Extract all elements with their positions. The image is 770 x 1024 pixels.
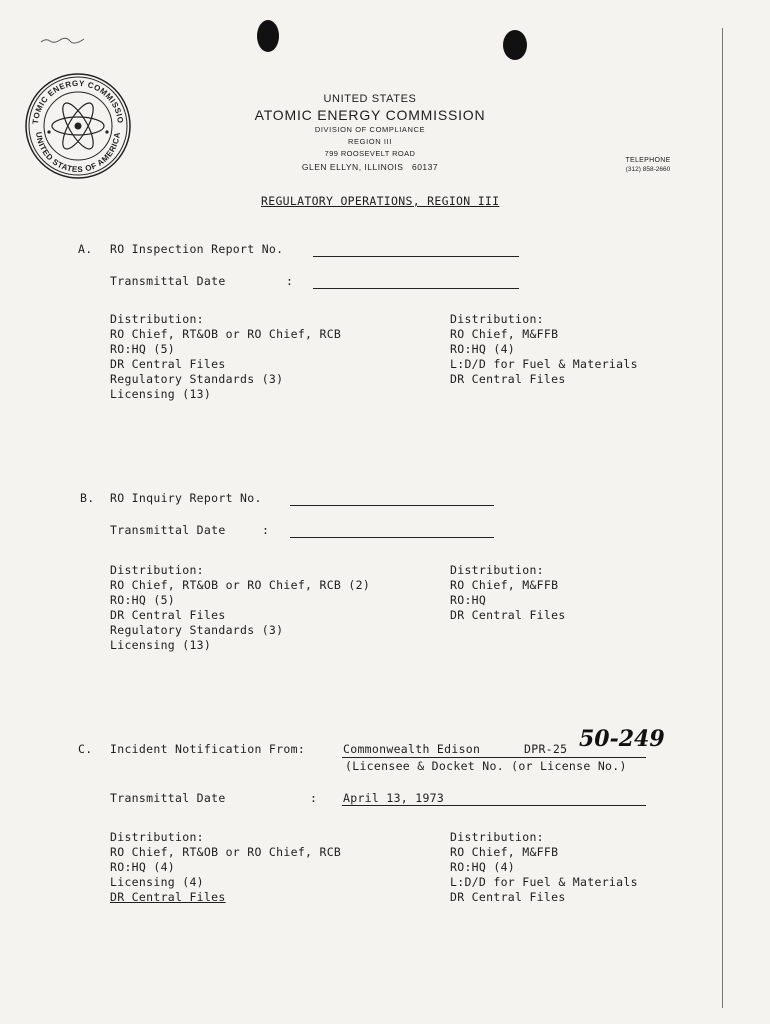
telephone-number: (312) 858-2660 — [625, 166, 671, 173]
list-item: Regulatory Standards (3) — [110, 623, 284, 637]
list-item: DR Central Files — [450, 890, 566, 904]
list-item: RO:HQ (5) — [110, 342, 176, 356]
aec-seal — [24, 72, 132, 180]
list-item: Distribution: — [110, 830, 204, 844]
list-item: L:D/D for Fuel & Materials — [450, 357, 638, 371]
list-item: Distribution: — [110, 312, 204, 326]
section-b-transmittal-label: Transmittal Date — [110, 523, 226, 537]
section-a-transmittal-field[interactable] — [313, 288, 519, 289]
list-item: Licensing (4) — [110, 875, 204, 889]
list-item: RO:HQ (4) — [450, 342, 516, 356]
list-item: RO:HQ (4) — [450, 860, 516, 874]
letterhead-agency: ATOMIC ENERGY COMMISSION — [254, 107, 486, 123]
section-c-letter: C. — [78, 742, 93, 756]
section-c-licensee-line — [342, 757, 646, 758]
section-c-transmittal-label: Transmittal Date — [110, 791, 226, 805]
section-b-colon: : — [262, 523, 270, 537]
list-item: RO Chief, M&FFB — [450, 578, 559, 592]
list-item: RO Chief, RT&OB or RO Chief, RCB (2) — [110, 578, 371, 592]
list-item: RO Chief, RT&OB or RO Chief, RCB — [110, 327, 342, 341]
list-item: DR Central Files — [450, 372, 566, 386]
letterhead-country: UNITED STATES — [323, 93, 417, 105]
list-item: RO Chief, M&FFB — [450, 845, 559, 859]
section-b-transmittal-field[interactable] — [290, 537, 494, 538]
section-c-colon: : — [310, 791, 318, 805]
list-item: RO:HQ — [450, 593, 487, 607]
list-item: Distribution: — [450, 312, 544, 326]
section-a-letter: A. — [78, 242, 93, 256]
margin-rule — [722, 28, 723, 1008]
list-item: Licensing (13) — [110, 638, 212, 652]
list-item: RO:HQ (4) — [110, 860, 176, 874]
list-item: Distribution: — [450, 563, 544, 577]
telephone-label: TELEPHONE — [625, 157, 671, 164]
section-a-left-distribution — [110, 312, 341, 402]
letterhead — [220, 92, 520, 174]
section-c-transmittal-value: April 13, 1973 — [343, 791, 445, 805]
section-b-report-field[interactable] — [290, 505, 494, 506]
section-b-letter: B. — [80, 491, 95, 505]
section-b-left-distribution — [110, 563, 370, 653]
list-item: RO Chief, RT&OB or RO Chief, RCB — [110, 845, 342, 859]
letterhead-city: GLEN ELLYN, ILLINOIS 60137 — [301, 162, 439, 172]
punch-hole-right — [503, 30, 527, 60]
punch-hole-left — [257, 20, 279, 52]
list-item: DR Central Files — [110, 357, 226, 371]
svg-text:UNITED STATES OF AMERICA: UNITED STATES OF AMERICA — [33, 131, 123, 175]
section-c-docket-handwritten: 50-249 — [579, 726, 665, 752]
section-a-colon: : — [286, 274, 294, 288]
section-c-notification-label: Incident Notification From: — [110, 742, 306, 756]
list-item: RO:HQ (5) — [110, 593, 176, 607]
margin-scribble — [40, 30, 88, 40]
section-a-report-label: RO Inspection Report No. — [110, 242, 284, 256]
section-a-right-distribution — [450, 312, 638, 387]
telephone-block — [600, 156, 696, 174]
list-item: DR Central Files — [110, 890, 226, 904]
section-b-report-label: RO Inquiry Report No. — [110, 491, 262, 505]
section-c-licensee: Commonwealth Edison — [343, 742, 481, 756]
list-item: Regulatory Standards (3) — [110, 372, 284, 386]
letterhead-region: REGION III — [348, 137, 392, 146]
section-c-transmittal-line — [342, 805, 646, 806]
list-item: RO Chief, M&FFB — [450, 327, 559, 341]
svg-text:ATOMIC ENERGY COMMISSION: TOMIC ENERGY COMMISSIO — [30, 78, 126, 125]
list-item: DR Central Files — [450, 608, 566, 622]
list-item: Distribution: — [110, 563, 204, 577]
list-item: L:D/D for Fuel & Materials — [450, 875, 638, 889]
section-c-right-distribution — [450, 830, 638, 905]
section-c-license-no: DPR-25 — [524, 742, 568, 756]
form-title: REGULATORY OPERATIONS, REGION III — [261, 194, 500, 208]
section-b-right-distribution — [450, 563, 566, 623]
section-c-left-distribution — [110, 830, 341, 905]
list-item: Licensing (13) — [110, 387, 212, 401]
section-c-caption: (Licensee & Docket No. (or License No.) — [345, 759, 627, 773]
section-a-transmittal-label: Transmittal Date — [110, 274, 226, 288]
section-a-report-field[interactable] — [313, 256, 519, 257]
list-item: DR Central Files — [110, 608, 226, 622]
letterhead-street: 799 ROOSEVELT ROAD — [324, 149, 416, 158]
list-item: Distribution: — [450, 830, 544, 844]
letterhead-division: DIVISION OF COMPLIANCE — [314, 125, 426, 134]
